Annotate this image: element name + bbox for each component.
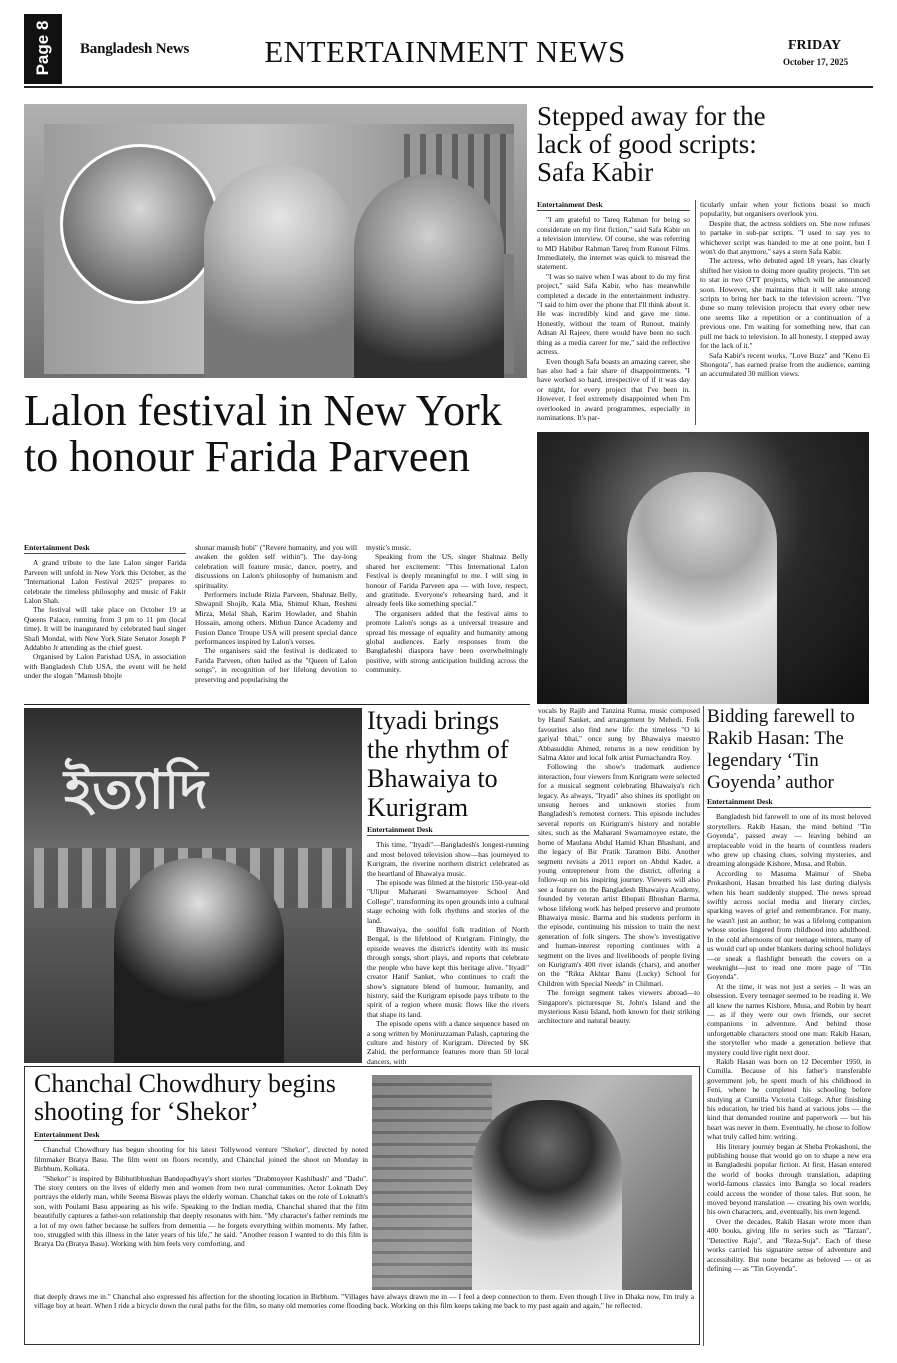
rakib-headline: Bidding farewell to Rakib Hasan: The legendary ‘Tin Goyenda’ author	[707, 706, 855, 793]
ityadi-desk: Entertainment Desk	[367, 825, 529, 836]
ityadi-headline: Ityadi brings the rhythm of Bhawaiya to Kurigram	[367, 706, 509, 822]
chanchal-fullwidth: that deeply draws me in." Chanchal also expressed his affection for the shooting location in Birbhum. "Villages have always drawn me in — I feel a deep connection to them. Even though I live in Dhaka now, I'm truly a village boy at heart. When I ride a bicycle down the rural paths for the film, so many old memories come flooding back. Working on this film keeps taking me back to my past again and again," he reflected.	[34, 1292, 694, 1311]
safa-col2	[700, 200, 870, 379]
rakib-para: Bangladesh bid farewell to one of its most beloved storytellers. Rakib Hasan, the mind behind "Tin Goyenda", passed away — leaving behind an irreplaceable void in the hearts of countless readers who grew up chasing clues, solving mysteries, and dreaming alongside Kishore, Musa, and Robin.	[707, 812, 871, 869]
lalon-headline: Lalon festival in New York to honour Farida Parveen	[24, 386, 502, 481]
ityadi-para: Bhawaiya, the soulful folk tradition of North Bengal, is the lifeblood of Kurigram. Fittingly, the episode weaves the district's identity with its music through songs, short plays, and reports that celebrate the people who have kept this heritage alive. "Ityadi" creator Hanif Sanket, who continues to craft the show's signature blend of humour, humanity, and history, said the Kurigram episode pays tribute to the spirit of a region where music flows like the rivers that shape its land.	[367, 925, 529, 1019]
safa-para: "I was so naive when I was about to do my first project," said Safa Kabir, who has meanwhile completed a decade in the entertainment industry. "I said to him over the phone that I'll think about it. He was incredibly kind and gave me time. Honestly, without the team of Runout, mainly Adnan Al Rajeev, there would have been no such thing as a media career for me," said the reflective actress.	[537, 271, 690, 357]
host-figure	[114, 858, 284, 1063]
chanchal-col1	[34, 1130, 368, 1249]
safa-col1	[537, 200, 690, 422]
safa-para: ticularly unfair when your fictions boast so much popularity, but organisers overlook you.	[700, 200, 870, 219]
lalon-col1	[24, 543, 186, 681]
ityadi-para: This time, "Ityadi"—Bangladesh's longest-running and most beloved television show—has journeyed to Kurigram, the riverine northern district celebrated as the heartland of Bhawaiya music.	[367, 840, 529, 878]
lalon-col2	[195, 543, 357, 684]
safa-para: Despite that, the actress soldiers on. She now refuses to partake in sub-par scripts. "I used to say yes to whichever script was handed to me at one point, but I won't do that anymore," says a stern Safa Kabir.	[700, 218, 870, 257]
ityadi-para: The episode was filmed at the historic 150-year-old "Ulipur Maharani Swarnamoyee School And College", transforming its open grounds into a cultural stage echoing with folk rhythms and stories of the land.	[367, 878, 529, 925]
issue-day: FRIDAY	[788, 38, 842, 53]
inset-portrait-circle	[60, 144, 220, 304]
chanchal-para: Chanchal Chowdhury has begun shooting for his latest Tollywood venture "Shekor", directed by noted filmmaker Bratya Basu. The film went on floors recently, and Chanchal joined the shoot on Monday in Birbhum, Kolkata.	[34, 1145, 368, 1174]
safa-para: "I am grateful to Tareq Rahman for being so considerate on my first fiction," said Safa Kabir on a television interview. Of course, she was referring to MD Habibur Rahman Tareq from Runout Films. Immediately, the internet was quick to misread the statement.	[537, 215, 690, 272]
rakib-para: His literary journey began at Sheba Prokashoni, the publishing house that would go on to shape a new era in Bangladeshi popular fiction. At first, Hasan entered the world of books through translation, adapting world-famous classics into Bangla so local readers could access the wonder of those tales. But soon, he moved beyond translation — creating his own worlds, his own characters, and, eventually, his own legend.	[707, 1141, 871, 1217]
column-rule	[695, 200, 696, 425]
lalon-para: The organisers added that the festival aims to promote Lalon's songs as a universal treasure and spread his message of equality and humanity among global audiences. Early responses from the Bangladeshi diaspora have been overwhelmingly positive, with strong anticipation building across the community.	[366, 608, 528, 675]
chanchal-photo	[372, 1075, 692, 1290]
lalon-para: The festival will take place on October 19 at Queens Palace, running from 3 pm to 11 pm (local time). It will be inaugurated by celebrated baul singer Shafi Mondal, with New York State Senator Joseph P Addabbo Jr attending as the chief guest.	[24, 605, 186, 653]
person-right	[354, 174, 504, 378]
chanchal-figure	[472, 1100, 622, 1290]
rakib-para: Over the decades, Rakib Hasan wrote more than 400 books, giving life to series such as "Tarzan", "Detective Raju", and "Reza-Suja". Each of these works carried his signature sense of adventure and accessibility. But none became as beloved — or as defining — as "Tin Goyenda".	[707, 1216, 871, 1273]
lalon-para: mystic's music.	[366, 543, 412, 552]
page-number: Page 8	[33, 20, 52, 76]
ityadi-para: The episode opens with a dance sequence based on a song written by Moniruzzaman Palash, capturing the culture and history of Kurigram. Directed by SK Zahid, the performance features more than 50 local dancers, with	[367, 1019, 529, 1066]
lalon-col3	[366, 543, 528, 675]
ityadi-photo	[24, 708, 362, 1063]
lalon-para: shonar manush hobi" ("Revere humanity, and you will awaken the golden self within"). The day-long celebration will feature music, dance, poetry, and discussions on Lalon's philosophy of humanism and spirituality.	[195, 543, 357, 590]
page-number-tab	[24, 14, 62, 84]
chanchal-desk: Entertainment Desk	[34, 1130, 184, 1141]
chanchal-headline: Chanchal Chowdhury begins shooting for ‘Shekor’	[34, 1069, 336, 1126]
ityadi-para: The foreign segment takes viewers abroad—to Singapore's picturesque St. John's Island and the mysterious Kusu Island, both known for their striking architecture and natural beauty.	[538, 988, 700, 1026]
lalon-para: Speaking from the US, singer Shahnaz Belly shared her excitement: "This International Lalon Festival is deeply meaningful to me. I will sing in honour of Farida Parveen apa — with love, respect, and gratitude. Everyone's rehearsing hard, and it already feels like something special."	[366, 552, 528, 609]
safa-figure	[627, 472, 777, 704]
lalon-para: Performers include Rizia Parveen, Shahnaz Belly, Shwapnil Shojib, Kala Mia, Shimul Khan, Reshmi Mirza, Melal Shah, Karim Howlader, and Shahin Hossain, among others. Mithun Dance Academy and Fusion Dance Troupe USA will present special dance performances inspired by Lalon's verses.	[195, 590, 357, 647]
safa-desk: Entertainment Desk	[537, 200, 690, 211]
safa-headline: Stepped away for the lack of good scripts: Safa Kabir	[537, 101, 766, 187]
rakib-para: According to Masuma Maimur of Sheba Prokashoni, Hasan breathed his last during dialysis when his heart suddenly stopped. The news spread swiftly across social media and literary circles, sparking waves of grief and remembrance. For many, he wasn't just an author; he was a lifelong companion whose stories lingered from childhood into adulthood. In the cold afternoons of our teenage winters, many of us would curl up under blankets during school holidays—or sneak a flashlight beneath the covers on a weeknight—just to read one more page of "Tin Goyenda".	[707, 868, 871, 982]
lalon-para: Organised by Lalon Parishad USA, in association with Bangladesh Club USA, the event will be held under the slogan "Manush bhojle	[24, 652, 186, 681]
safa-photo	[537, 432, 869, 704]
lalon-photo	[24, 104, 527, 378]
person-center	[204, 164, 354, 378]
ityadi-col2	[538, 706, 700, 1026]
rakib-para: Rakib Hasan was born on 12 December 1950, in Cumilla. Because of his father's transferable government job, he spent much of his childhood in Feni, where he completed his schooling before studying at Cumilla Victoria College. After finishing his education, he tried his hand at various jobs — the kind that demanded routine and paperwork — but his heart was never in them. Eventually, he chose to follow what truly called him: writing.	[707, 1056, 871, 1142]
safa-para: Even though Safa boasts an amazing career, she has also had a fair share of disappointments. "I have worked so hard, irrespective of if it was day or night, for every project that I've been in. However, I feel extremely disappointed when I'm overlooked in award programmes, especially in nominations. It's par-	[537, 356, 690, 422]
chanchal-para: "Shekor" is inspired by Bibhutibhushan Bandopadhyay's short stories "Drabmoyeer Kashibash" and "Dadu". The story centers on the lives of elderly men and women from two rural communities. Actor Loknath Dey portrays the elderly man, while Seema Biswas plays the elderly woman. Chanchal takes on the role of Loknath's son, with Poulami Basu appearing as his wife. Speaking to the Indian media, Chanchal shared that the film beautifully captures a father-son relationship that deeply resonates with him. "My character's father reminds me a lot of my own father because he suffers from dementia — he forgets everything within moments. My father, too, struggled with this illness in the later years of his life," he said. "Another reason I wanted to do this film is Bratya Da (Bratya Basu). Working with him feels very comforting, and	[34, 1173, 368, 1249]
section-rule	[24, 704, 530, 705]
rakib-para: At the time, it was not just a series – It was an obsession. Every teenager seemed to be reading it. We all knew the names Kishore, Musa, and Robin by heart — as if they were our own friends, our secret companions in adventure. And behind those unforgettable characters stood one man: Rakib Hasan, the storyteller who made a generation believe that mystery could live right next door.	[707, 981, 871, 1057]
rakib-col	[707, 797, 871, 1273]
lalon-desk: Entertainment Desk	[24, 543, 186, 554]
ityadi-para: vocals by Rajib and Tanzina Ruma, music composed by Hanif Sanket, and arrangement by Mehedi. Folk favourites also find new life: the timeless "O ki gariyal bhai," once sung by Bhawaiya maestro Abbasuddin Ahmed, returns in a new rendition by Salma Akter and local folk artist Purnachandra Roy.	[538, 706, 700, 763]
column-rule	[703, 706, 704, 1346]
rakib-desk: Entertainment Desk	[707, 797, 871, 808]
masthead-rule	[24, 86, 873, 88]
section-title: ENTERTAINMENT NEWS	[264, 34, 626, 69]
paper-name: Bangladesh News	[80, 41, 190, 57]
safa-para: Safa Kabir's recent works, "Love Buzz" and "Keno Ei Shongota", has earned praise from the audience, earning an accumulated 30 million views.	[700, 350, 870, 379]
ityadi-col1	[367, 825, 529, 1066]
lalon-para: The organisers said the festival is dedicated to Farida Parveen, often hailed as the "Queen of Lalon songs", in recognition of her lifelong devotion to preserving and popularising the	[195, 646, 357, 684]
lalon-para: A grand tribute to the late Lalon singer Farida Parveen will unfold in New York this October, as the "International Lalon Festival 2025" prepares to celebrate the timeless philosophy and music of Fakir Lalon Shah.	[24, 558, 186, 606]
issue-date: October 17, 2025	[783, 57, 849, 67]
safa-para: The actress, who debuted aged 18 years, has clearly shifted her vision to doing more quality projects. "I'm set to star in two OTT projects, which will be announced soon. However, she maintains that it will take strong scripts to bring her back to the television screen. "I've done so many television projects that every other new one seems like a repetition or a continuation of a previous one. I'm waiting for something new, that can pull me back to television. In all honesty, I stepped away for the lack of it."	[700, 256, 870, 351]
ityadi-poster-text: ইত্যাদি	[64, 758, 208, 821]
ityadi-para: Following the show's trademark audience interaction, four viewers from Kurigram were selected for a musical segment celebrating Bhawaiya's rich legacy. As always, "Ityadi" also shines its spotlight on unsung heroes and unknown stories from Bangladesh's remotest corners. This episode includes several reports on Kurigram's history and notable sites, such as the Maharani Swarnamoyee estate, the home of Maulana Abdul Hamid Khan Bhashani, and the legacy of Bir Pratik Taramon Bibi. Another segment revisits a 2011 report on Abdul Kader, a young entrepreneur from the district, offering a follow-up on his inspiring journey. Viewers will also see a feature on the Bangladesh Bhawaiya Academy, founded by veteran artist Bhupati Bhushan Barma, whose lifelong work has helped preserve and promote Bhawaiya music. Barma and his students perform in the episode, continuing his mission to train the next generation of folk singers. The show's investigative and human-interest reporting continues with a segment on the lives and livelihoods of people living on Kurigram's 400 river islands (chars), and another on the "Rikta Akhtar Banu (Lucky) School for Children with Special Needs" in Chilmari.	[538, 762, 700, 988]
